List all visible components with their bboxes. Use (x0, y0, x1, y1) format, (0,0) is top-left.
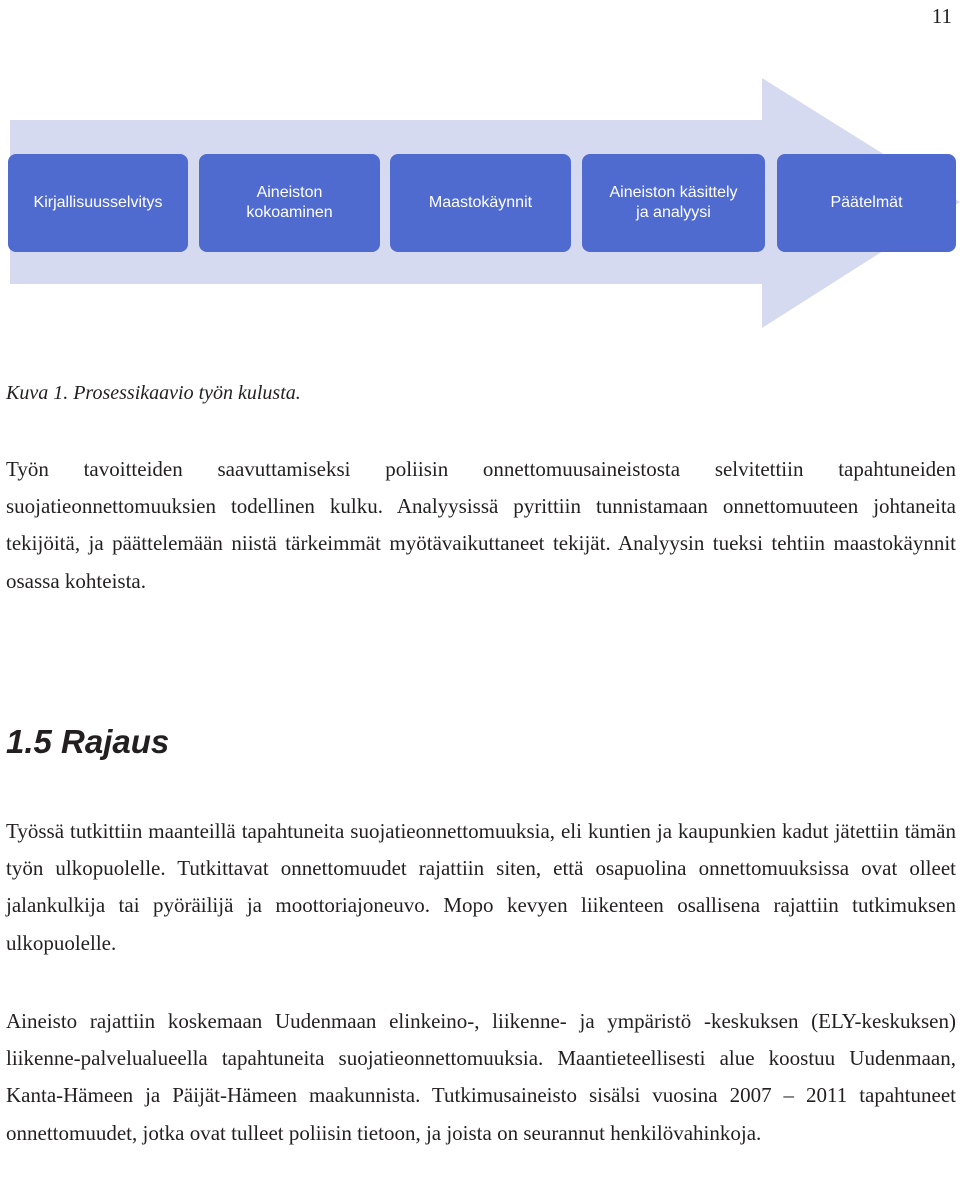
diagram-step-2: Aineiston kokoaminen (199, 154, 380, 252)
diagram-step-1: Kirjallisuusselvitys (8, 154, 188, 252)
section-heading: 1.5 Rajaus (6, 723, 170, 760)
intro-paragraph: Työn tavoitteiden saavuttamiseksi poliisin onnettomuusaineistosta selvitettiin tapahtuneiden suojatieonnettomuuksien todellinen kulku. Analyysissä pyrittiin tunnistamaan onnettomuuteen johtaneita tekijöitä, ja päättelemään niistä tärkeimmät myötävaikuttaneet tekijät. Analyysin tueksi tehtiin maastokäynnit osassa kohteista. (6, 457, 956, 593)
rajaus-paragraph-2: Aineisto rajattiin koskemaan Uudenmaan elinkeino-, liikenne- ja ympäristö -keskuksen (ELY-keskuksen) liikenne-palvelualueella tapahtuneita suojatieonnettomuuksia. Maantieteellisesti alue koostuu Uudenmaan, Kanta-Hämeen ja Päijät-Hämeen maakunnista. Tutkimusaineisto sisälsi vuosina 2007 – 2011 tapahtuneet onnettomuudet, jotka ovat tulleet poliisin tietoon, ja joista on seurannut henkilövahinkoja. (6, 1009, 956, 1145)
diagram-step-4: Aineiston käsittely ja analyysi (582, 154, 765, 252)
page-number: 11 (931, 4, 952, 28)
diagram-step-5: Päätelmät (777, 154, 956, 252)
diagram-step-3: Maastokäynnit (390, 154, 571, 252)
rajaus-paragraph-1: Työssä tutkittiin maanteillä tapahtuneita suojatieonnettomuuksia, eli kuntien ja kaupunkien kadut jätettiin tämän työn ulkopuolelle. Tutkittavat onnettomuudet rajattiin siten, että osapuolina onnettomuuksissa ovat olleet jalankulkija tai pyöräilijä ja moottoriajoneuvo. Mopo kevyen liikenteen osallisena rajattiin tutkimuksen ulkopuolelle. (6, 819, 956, 955)
process-diagram (0, 72, 960, 332)
figure-caption: Kuva 1. Prosessikaavio työn kulusta. (6, 382, 301, 404)
